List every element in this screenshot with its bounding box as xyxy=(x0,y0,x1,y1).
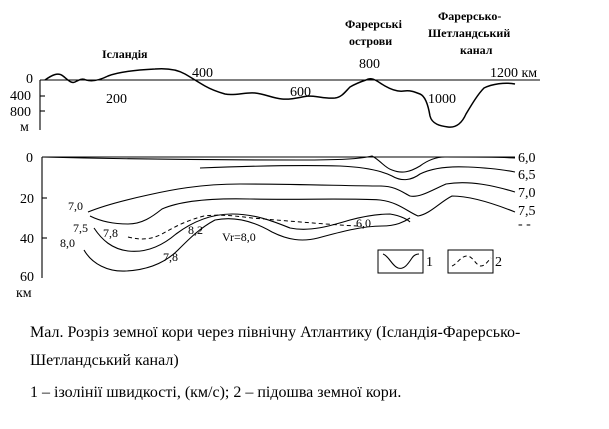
isoline-label-8-0-left: 8,0 xyxy=(60,236,75,250)
legend-box-solid xyxy=(378,250,423,273)
legend-number-1: 1 xyxy=(426,255,433,270)
isoline-label-7-5-right: 7,5 xyxy=(518,204,536,219)
caption-line-1: Мал. Розріз земної кори через північну Атлантику (Ісландія-Фарерсько- xyxy=(30,324,521,341)
isoline-label-7-0-right: 7,0 xyxy=(518,186,536,201)
crust-section xyxy=(16,151,536,300)
isoline-7-0 xyxy=(88,183,515,212)
isoline-label-6-0-right: 6,0 xyxy=(518,151,536,166)
isoline-7-5 xyxy=(90,196,515,224)
faroe-islands-label-line1: Фарерські xyxy=(345,17,402,31)
iceland-label: Ісландія xyxy=(102,47,148,61)
legend xyxy=(378,250,502,273)
legend-dashed-sample xyxy=(452,256,491,266)
section-depth-60: 60 xyxy=(20,270,34,285)
section-depth-0: 0 xyxy=(26,151,33,166)
depth-axis-400: 400 xyxy=(10,89,31,104)
section-depth-20: 20 xyxy=(20,192,34,207)
legend-box-dashed xyxy=(448,250,493,273)
caption-line-2: Шетландський канал) xyxy=(30,352,179,369)
top-axis-tick-800: 800 xyxy=(359,57,380,72)
isoline-label-7-8-lower: 7,8 xyxy=(163,250,178,264)
top-axis-tick-1200: 1200 км xyxy=(490,66,538,81)
isoline-label-7-5-left: 7,5 xyxy=(73,221,88,235)
isoline-label-7-8-upper: 7,8 xyxy=(103,226,118,240)
caption-line-3: 1 – ізолінії швидкості, (км/с); 2 – підошва земної кори. xyxy=(30,384,402,401)
isoline-label-8-2: 8,2 xyxy=(188,223,203,237)
depth-axis-800: 800 xyxy=(10,105,31,120)
faroe-islands-label-line2: острови xyxy=(349,34,393,48)
bottom-axis-tick-1000: 1000 xyxy=(428,92,456,107)
relief-profile xyxy=(10,9,540,135)
channel-label-line3: канал xyxy=(460,43,493,57)
section-depth-40: 40 xyxy=(20,232,34,247)
top-axis-tick-400: 400 xyxy=(192,66,213,81)
crust-base-dash-mark: - - xyxy=(518,217,531,232)
legend-number-2: 2 xyxy=(495,255,502,270)
top-axis-zero: 0 xyxy=(26,72,33,87)
isoline-label-6-0-inner: 6,0 xyxy=(356,216,371,230)
depth-axis-unit-m: м xyxy=(20,120,29,135)
vr-velocity-label: Vr=8,0 xyxy=(222,230,256,244)
section-depth-unit-km: км xyxy=(16,286,32,300)
bottom-axis-tick-200: 200 xyxy=(106,92,127,107)
isoline-6-0 xyxy=(42,156,515,172)
bottom-axis-tick-600: 600 xyxy=(290,85,311,100)
isoline-6-5 xyxy=(200,166,515,180)
channel-label-line2: Шетландський xyxy=(428,26,511,40)
isoline-label-6-5-right: 6,5 xyxy=(518,168,536,183)
isoline-label-7-0-left: 7,0 xyxy=(68,199,83,213)
legend-solid-sample xyxy=(383,254,419,268)
channel-label-line1: Фарерсько- xyxy=(438,9,502,23)
